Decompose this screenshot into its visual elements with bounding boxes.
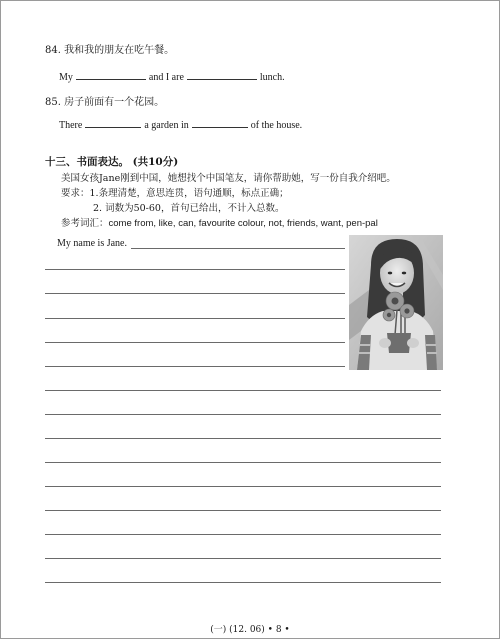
q85-blank-1[interactable] bbox=[85, 117, 141, 128]
section-title: 十三、书面表达。 (共10分) bbox=[45, 156, 179, 168]
writing-line-3[interactable] bbox=[45, 293, 345, 294]
writing-line-5[interactable] bbox=[45, 342, 345, 343]
section-intro: 美国女孩Jane刚到中国，她想找个中国笔友，请你帮助她，写一份自我介绍吧。 bbox=[61, 173, 396, 184]
writing-line-12[interactable] bbox=[45, 510, 441, 511]
writing-line-7[interactable] bbox=[45, 390, 441, 391]
vocab-label: 参考词汇： bbox=[61, 218, 109, 229]
q85-part2: a garden in bbox=[144, 120, 189, 131]
writing-line-10[interactable] bbox=[45, 462, 441, 463]
girl-with-flowers-photo bbox=[349, 235, 443, 370]
vocab-words: come from, like, can, favourite colour, not, friends, want, pen-pal bbox=[108, 218, 378, 229]
q85-part1: There bbox=[59, 120, 83, 131]
writing-line-13[interactable] bbox=[45, 534, 441, 535]
q84-blank-1[interactable] bbox=[76, 69, 146, 80]
writing-line-4[interactable] bbox=[45, 318, 345, 319]
writing-line-9[interactable] bbox=[45, 438, 441, 439]
writing-line-2[interactable] bbox=[45, 269, 345, 270]
writing-line-11[interactable] bbox=[45, 486, 441, 487]
q85-blank-2[interactable] bbox=[192, 117, 248, 128]
writing-line-15[interactable] bbox=[45, 582, 441, 583]
section-requirement-1: 要求：1.条理清楚，意思连贯，语句通顺，标点正确； bbox=[61, 188, 289, 199]
page-footer: (一) (12. 06) • 8 • bbox=[210, 625, 290, 635]
q85-prompt: 85. 房子前面有一个花园。 bbox=[45, 97, 165, 108]
q84-part1: My bbox=[59, 72, 73, 83]
q85-sentence bbox=[59, 117, 302, 131]
q84-sentence bbox=[59, 69, 285, 83]
vocab-row bbox=[61, 215, 378, 229]
writing-line-1[interactable] bbox=[131, 248, 345, 249]
q84-part2: and I are bbox=[148, 72, 184, 83]
q85-part3: of the house. bbox=[250, 120, 303, 131]
writing-line-14[interactable] bbox=[45, 558, 441, 559]
q84-part3: lunch. bbox=[259, 72, 285, 83]
q84-blank-2[interactable] bbox=[187, 69, 257, 80]
writing-line-8[interactable] bbox=[45, 414, 441, 415]
first-sentence: My name is Jane. bbox=[57, 238, 127, 249]
writing-line-6[interactable] bbox=[45, 366, 345, 367]
q84-prompt: 84. 我和我的朋友在吃午餐。 bbox=[45, 45, 175, 56]
section-requirement-2: 2. 词数为50-60，首句已给出，不计入总数。 bbox=[93, 203, 285, 214]
